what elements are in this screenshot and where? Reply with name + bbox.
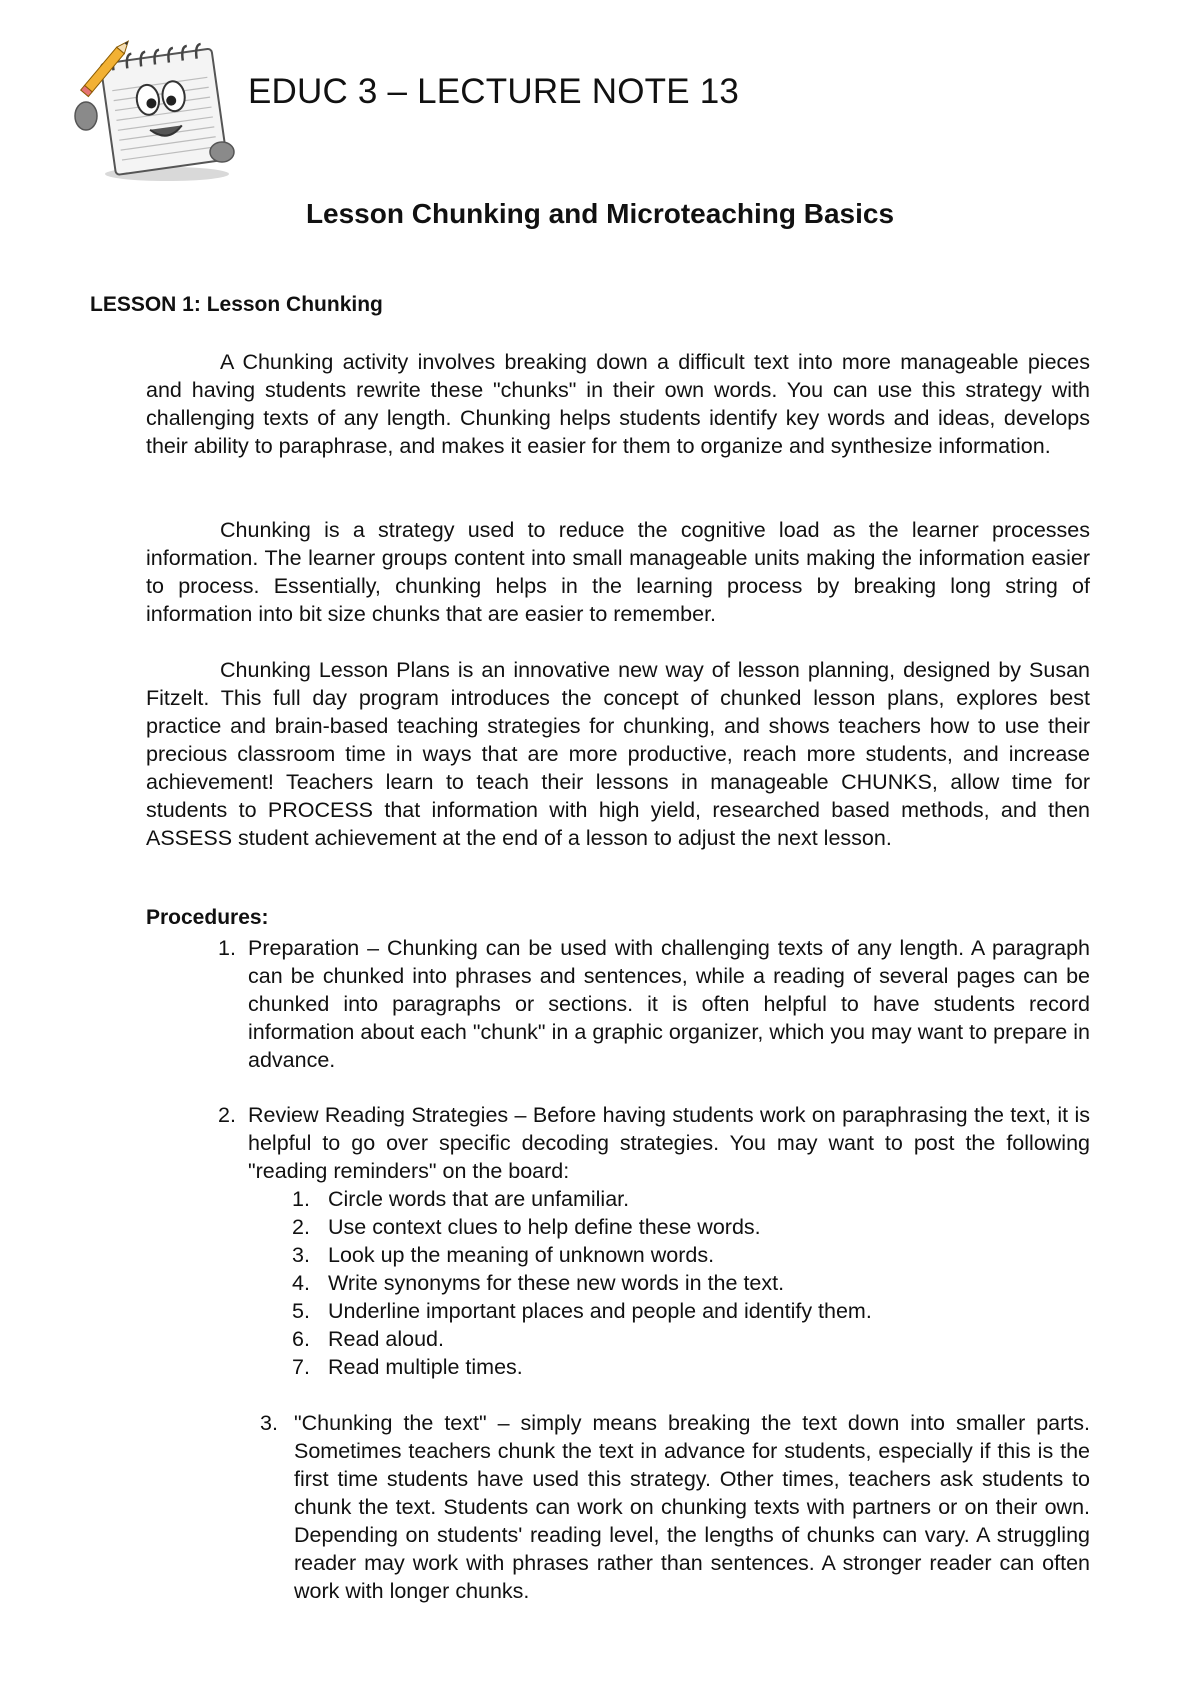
procedure-text: "Chunking the text" – simply means breaking the text down into smaller parts. Sometimes teachers chunk the text in advance for students, especially if this is the first time students have used this strategy. Other times, teachers ask students to chunk the text. Students can work on chunking texts with partners or on their own. Depending on students' reading level, the lengths of chunks can vary. A struggling reader may work with phrases rather than sentences. A stronger reader can often work with longer chunks. — [294, 1411, 1090, 1603]
list-item — [292, 1269, 872, 1297]
list-item-number: 6. — [292, 1327, 310, 1351]
list-item-text: Look up the meaning of unknown words. — [328, 1243, 715, 1267]
procedure-text: Preparation – Chunking can be used with challenging texts of any length. A paragraph can be chunked into phrases and sentences, while a reading of several pages can be chunked into paragraphs or sections. it is often helpful to have students record information about each "chunk" in a graphic organizer, which you may want to prepare in advance. — [248, 936, 1090, 1072]
procedure-number: 2. — [218, 1103, 236, 1127]
list-item — [292, 1297, 872, 1325]
procedure-item — [218, 1101, 1090, 1185]
list-item-number: 1. — [292, 1187, 310, 1211]
list-item — [292, 1353, 872, 1381]
list-item-text: Write synonyms for these new words in the text. — [328, 1271, 785, 1295]
list-item — [292, 1325, 872, 1353]
main-title: Lesson Chunking and Microteaching Basics — [305, 198, 895, 229]
list-item-text: Circle words that are unfamiliar. — [328, 1187, 630, 1211]
procedure-text: Review Reading Strategies – Before having students work on paraphrasing the text, it is helpful to go over specific decoding strategies. You may want to post the following "reading reminders" on the board: — [248, 1103, 1090, 1183]
list-item — [292, 1241, 872, 1269]
list-item-text: Use context clues to help define these words. — [328, 1215, 761, 1239]
procedure-item — [260, 1409, 1090, 1605]
lesson-heading: LESSON 1: Lesson Chunking — [90, 293, 383, 316]
list-item-text: Underline important places and people and identify them. — [328, 1299, 872, 1323]
notepad-mascot-icon — [72, 34, 242, 184]
list-item-number: 3. — [292, 1243, 310, 1267]
list-item-text: Read aloud. — [328, 1327, 444, 1351]
procedure-item — [218, 934, 1090, 1074]
procedure-number: 3. — [260, 1411, 278, 1435]
procedure-number: 1. — [218, 936, 236, 960]
list-item-text: Read multiple times. — [328, 1355, 523, 1379]
list-item-number: 7. — [292, 1355, 310, 1379]
lesson-paragraph: Chunking Lesson Plans is an innovative new way of lesson planning, designed by Susan Fitzelt. This full day program introduces the concept of chunked lesson plans, explores best practice and brain-based teaching strategies for chunking, and shows teachers how to use their precious classroom time in ways that are more productive, reach more students, and increase achievement! Teachers learn to teach their lessons in manageable CHUNKS, allow time for students to PROCESS that information with high yield, researched based methods, and then ASSESS student achievement at the end of a lesson to adjust the next lesson. — [146, 658, 1090, 850]
list-item — [292, 1185, 872, 1213]
list-item-number: 5. — [292, 1299, 310, 1323]
list-item-number: 4. — [292, 1271, 310, 1295]
document-header-title: EDUC 3 – LECTURE NOTE 13 — [248, 72, 740, 111]
reading-reminders-list — [292, 1185, 872, 1381]
lesson-paragraph: Chunking is a strategy used to reduce the cognitive load as the learner processes information. The learner groups content into small manageable units making the information easier to process. Essentially, chunking helps in the learning process by breaking long string of information into bit size chunks that are easier to remember. — [146, 518, 1090, 626]
lesson-paragraph: A Chunking activity involves breaking down a difficult text into more manageable pieces and having students rewrite these "chunks" in their own words. You can use this strategy with challenging texts of any length. Chunking helps students identify key words and ideas, develops their ability to paraphrase, and makes it easier for them to organize and synthesize information. — [146, 350, 1090, 458]
list-item — [292, 1213, 872, 1241]
list-item-number: 2. — [292, 1215, 310, 1239]
procedures-heading: Procedures: — [146, 906, 269, 929]
